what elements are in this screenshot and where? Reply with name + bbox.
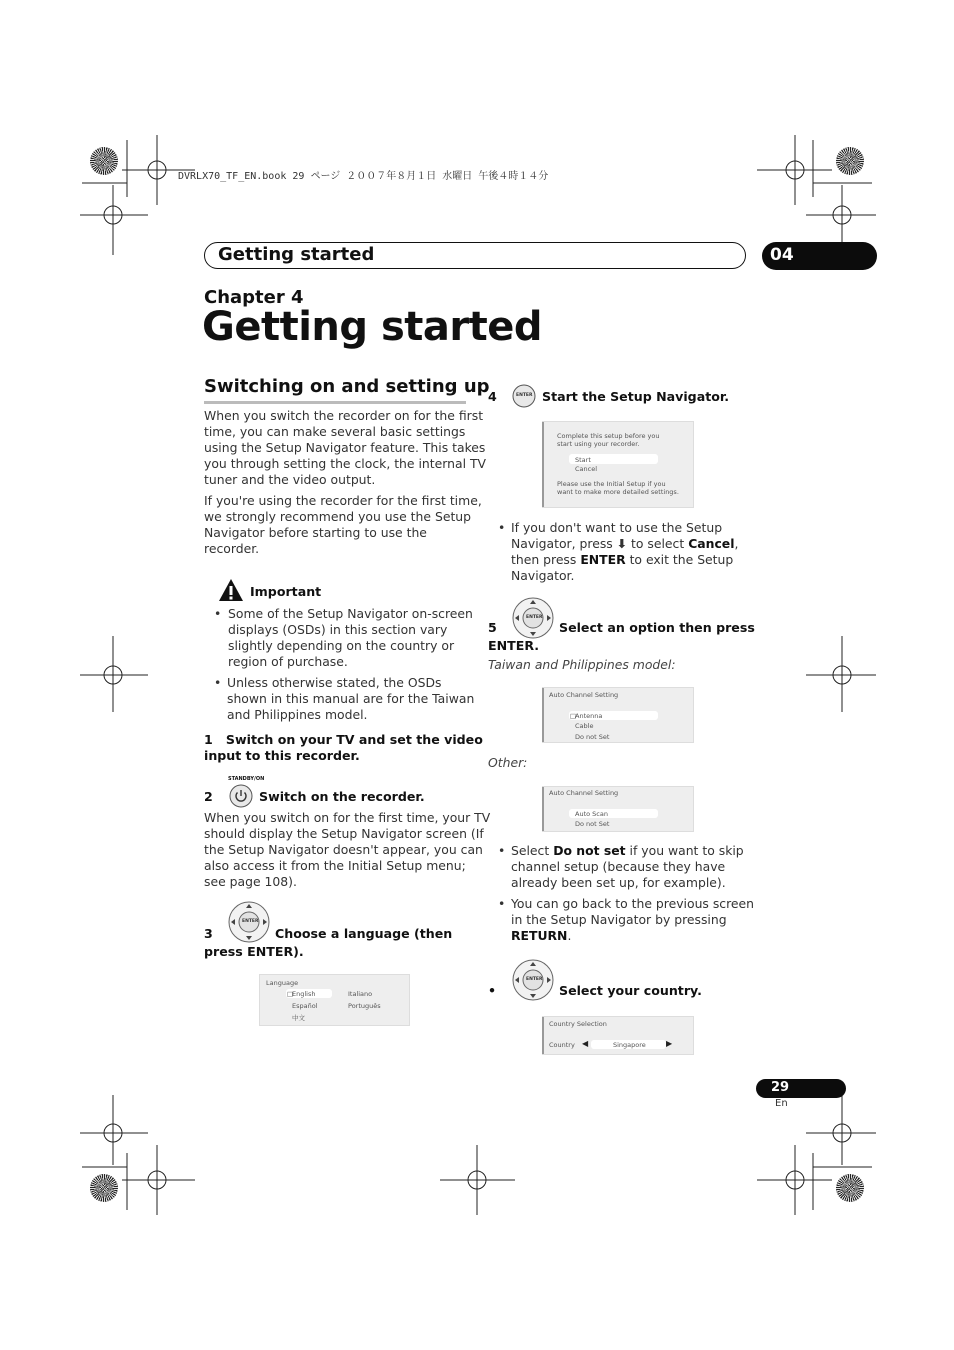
- step-country-num: •: [488, 983, 497, 998]
- step-3-line2: press ENTER).: [204, 944, 304, 959]
- section-divider: [204, 401, 466, 404]
- osd-auto-channel-taiwan: Auto Channel Setting □ Antenna Cable Do not Set: [542, 687, 694, 743]
- osd-language-option: Español: [292, 1002, 318, 1010]
- step-1: 1 Switch on your TV and set the video input to this recorder.: [204, 732, 483, 763]
- osd-option-start: Start: [575, 456, 591, 464]
- osd-language-option: Italiano: [348, 990, 373, 998]
- warning-icon: [218, 578, 244, 602]
- osd-language-option: Português: [348, 1002, 381, 1010]
- osd-setup-start: Complete this setup before you start using your recorder. Start Cancel Please use the Initial Setup if you want to make more detailed settings.: [542, 421, 694, 508]
- osd-country-value: Singapore: [613, 1041, 646, 1049]
- right-arrow-icon: ▶: [666, 1039, 673, 1048]
- registration-rosette: [90, 147, 118, 175]
- step-2-description: When you switch on for the first time, your TV should display the Setup Navigator screen (If the Setup Navigator doesn't appear, you can also access it from the Initial Setup menu; see page 108).: [204, 810, 491, 889]
- step-3-num: 3: [204, 926, 213, 941]
- step-5-line2: ENTER.: [488, 638, 540, 653]
- step-4-num: 4: [488, 389, 497, 404]
- print-header: DVRLX70_TF_EN.book 29 ページ ２００７年８月１日 水曜日 午後４時１４分: [178, 171, 549, 182]
- standby-label: STANDBY/ON: [228, 776, 265, 782]
- osd-title: Auto Channel Setting: [549, 691, 619, 699]
- osd-language-option: English: [292, 990, 316, 998]
- important-bullet-1: • Some of the Setup Navigator on-screen displays (OSDs) in this section vary slightly depending on the country or region of purchase.: [214, 606, 473, 669]
- step-4-bullet: • If you don't want to use the Setup Navigator, press ⬇ to select Cancel, then press ENTER to exit the Setup Navigator.: [498, 520, 739, 583]
- chapter-number: 04: [770, 245, 794, 265]
- page-language: En: [775, 1098, 788, 1109]
- registration-rosette: [836, 1174, 864, 1202]
- step-2-text: Switch on the recorder.: [259, 789, 425, 804]
- chapter-label: Chapter 4: [204, 287, 304, 308]
- step-5-line1: Select an option then press: [559, 620, 755, 635]
- bullet-do-not-set: • Select Do not set if you want to skip channel setup (because they have already been set up, for example).: [498, 843, 744, 890]
- osd-option-cancel: Cancel: [575, 465, 598, 473]
- page-number: 29: [771, 1080, 790, 1095]
- step-country-text: Select your country.: [559, 983, 702, 998]
- osd-title: Country Selection: [549, 1020, 607, 1028]
- osd-language: [259, 974, 410, 1026]
- osd-title: Auto Channel Setting: [549, 789, 619, 797]
- model-label-other: Other:: [488, 755, 528, 770]
- section-title: Switching on and setting up: [204, 376, 490, 397]
- osd-checkbox-icon: □: [287, 990, 294, 998]
- registration-rosette: [836, 147, 864, 175]
- running-header-title: Getting started: [218, 244, 375, 265]
- intro-paragraph-2: If you're using the recorder for the first time, we strongly recommend you use the Setup Navigator before starting to use the recorder.: [204, 493, 482, 556]
- power-button-icon: [229, 784, 253, 808]
- important-bullet-2: • Unless otherwise stated, the OSDs shown in this manual are for the Taiwan and Philippines model.: [214, 675, 475, 722]
- bullet-return: • You can go back to the previous screen in the Setup Navigator by pressing RETURN.: [498, 896, 755, 943]
- important-heading: Important: [250, 584, 322, 599]
- intro-paragraph-1: When you switch the recorder on for the first time, you can make several basic settings using the Setup Navigator feature. This takes you through setting the clock, the internal TV tuner and the video output.: [204, 408, 486, 487]
- dpad-enter-label: ENTER: [526, 977, 543, 982]
- page-number-badge: [756, 1079, 846, 1098]
- osd-language-option: 中文: [292, 1014, 305, 1022]
- enter-button-label: ENTER: [516, 393, 533, 398]
- osd-country-label: Country: [549, 1041, 575, 1049]
- osd-checkbox-icon: □: [570, 712, 577, 720]
- osd-language-title: Language: [266, 979, 299, 987]
- registration-rosette: [90, 1174, 118, 1202]
- step-5-num: 5: [488, 620, 497, 635]
- osd-auto-channel-other: Auto Channel Setting Auto Scan Do not Set: [542, 786, 694, 832]
- model-label-taiwan: Taiwan and Philippines model:: [488, 657, 676, 672]
- osd-country-selection: [542, 1016, 694, 1055]
- step-4-text: Start the Setup Navigator.: [542, 389, 730, 404]
- dpad-enter-label: ENTER: [526, 615, 543, 620]
- step-3-line1: Choose a language (then: [275, 926, 453, 941]
- down-arrow-icon: ⬇: [616, 536, 628, 551]
- page-title: Getting started: [202, 304, 542, 350]
- left-arrow-icon: ◀: [582, 1039, 589, 1048]
- step-2-num: 2: [204, 789, 213, 804]
- dpad-enter-label: ENTER: [242, 919, 259, 924]
